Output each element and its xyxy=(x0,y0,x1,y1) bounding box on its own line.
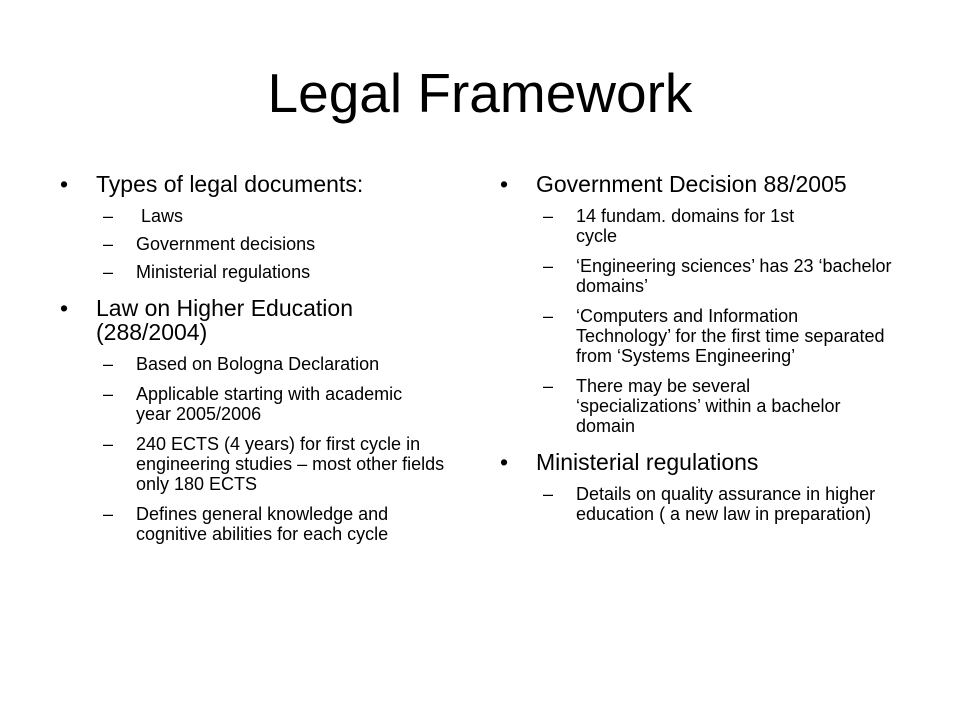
dash-glyph: – xyxy=(543,484,554,504)
dash-glyph: – xyxy=(103,234,114,254)
dash-glyph: – xyxy=(103,434,114,454)
bullet-text: Ministerial regulations xyxy=(536,449,759,475)
sub-item-text: Defines general knowledge and cognitive abilities for each cycle xyxy=(136,504,389,544)
dash-glyph: – xyxy=(103,504,114,524)
slide-title: Legal Framework xyxy=(267,62,693,124)
dash-glyph: – xyxy=(103,354,114,374)
bullet-item-government-decision xyxy=(500,172,910,196)
sub-item xyxy=(60,234,470,254)
dash-glyph: – xyxy=(103,384,114,404)
sub-item xyxy=(500,306,886,366)
sub-item xyxy=(60,354,466,374)
bullet-text: Government Decision 88/2005 xyxy=(536,171,847,197)
sub-item xyxy=(500,256,906,296)
dash-glyph: – xyxy=(103,262,114,282)
bullet-item-ministerial-regulations xyxy=(500,450,910,474)
bullet-item-law-on-higher-education xyxy=(60,296,436,344)
sub-item xyxy=(60,262,470,282)
sub-item xyxy=(500,484,911,524)
dash-glyph: – xyxy=(543,256,554,276)
dash-glyph: – xyxy=(543,206,554,226)
sub-item-text: Based on Bologna Declaration xyxy=(136,354,380,374)
sub-item-text: Laws xyxy=(136,206,184,226)
sub-item xyxy=(60,434,446,494)
sub-item xyxy=(60,206,470,226)
sub-item-text: Ministerial regulations xyxy=(136,262,311,282)
bullet-glyph: • xyxy=(60,295,69,321)
bullet-glyph: • xyxy=(60,171,69,197)
sub-item-text: Applicable starting with academic year 2005/2006 xyxy=(136,384,403,424)
left-column xyxy=(60,172,470,554)
dash-glyph: – xyxy=(543,306,554,326)
bullet-glyph: • xyxy=(500,171,509,197)
sub-item-text: ‘Computers and Information Technology’ for the first time separated from ‘Systems Engineering’ xyxy=(576,306,885,366)
sub-item-text: Government decisions xyxy=(136,234,316,254)
sub-item-text: There may be several ‘specializations’ within a bachelor domain xyxy=(576,376,841,436)
bullet-text: Law on Higher Education (288/2004) xyxy=(96,295,353,345)
dash-glyph: – xyxy=(103,206,114,226)
sub-item xyxy=(60,504,446,544)
sub-item xyxy=(500,376,846,436)
sub-item-text: 240 ECTS (4 years) for first cycle in engineering studies – most other fields only 180 ECTS xyxy=(136,434,445,494)
sub-item-text: 14 fundam. domains for 1st cycle xyxy=(576,206,795,246)
bullet-text: Types of legal documents: xyxy=(96,171,364,197)
right-column xyxy=(500,172,910,534)
dash-glyph: – xyxy=(543,376,554,396)
sub-item-text: Details on quality assurance in higher education ( a new law in preparation) xyxy=(576,484,876,524)
sub-item xyxy=(500,206,828,246)
sub-item-text: ‘Engineering sciences’ has 23 ‘bachelor domains’ xyxy=(576,256,892,296)
bullet-item-types-of-legal-documents xyxy=(60,172,470,196)
sub-item xyxy=(60,384,426,424)
bullet-glyph: • xyxy=(500,449,509,475)
